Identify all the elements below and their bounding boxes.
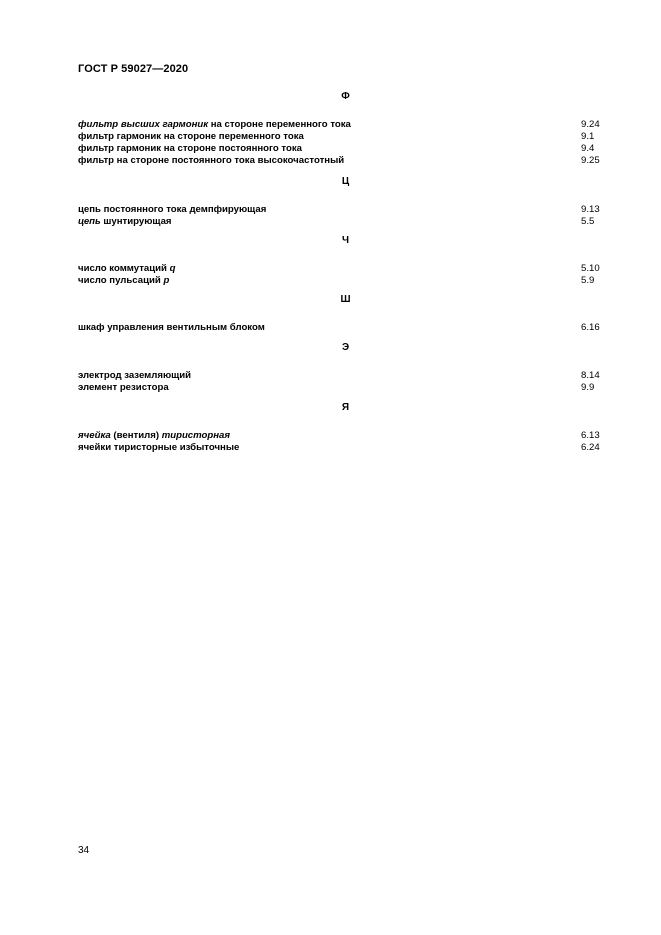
term-part: шкаф управления вентильным блоком <box>78 322 265 333</box>
index-section <box>78 294 603 334</box>
index-entry <box>78 322 603 334</box>
term-italic-part: q <box>169 263 176 274</box>
index-entry <box>78 430 603 442</box>
index-entry <box>78 382 603 394</box>
index-entry <box>78 119 603 131</box>
index-term <box>78 143 302 155</box>
index-term <box>78 263 176 275</box>
index-ref-number: 9.1 <box>581 131 595 142</box>
index-term <box>78 119 351 131</box>
index-ref-number: 5.5 <box>581 216 595 227</box>
term-part: число коммутаций <box>78 263 170 274</box>
index-entry <box>78 155 603 167</box>
index-entry <box>78 370 603 382</box>
term-italic-part: тиристорная <box>161 430 231 441</box>
index-ref-number: 9.25 <box>581 155 600 166</box>
index-ref-number: 6.16 <box>581 322 600 333</box>
index-term <box>78 430 230 442</box>
index-ref-number: 9.9 <box>581 382 595 393</box>
section-letter: Ш <box>340 294 351 305</box>
index-ref-number: 5.9 <box>581 275 595 286</box>
index-section <box>78 235 603 287</box>
index-term <box>78 131 304 143</box>
term-part: фильтр гармоник на стороне постоянного тока <box>78 143 302 154</box>
index-term <box>78 216 172 228</box>
section-letter: Ф <box>341 91 350 102</box>
page-number: 34 <box>78 845 90 856</box>
index-ref-number: 9.24 <box>581 119 600 130</box>
term-part: фильтр гармоник на стороне переменного тока <box>78 131 304 142</box>
index-ref-number: 9.4 <box>581 143 595 154</box>
term-part: (вентиля) <box>110 430 162 441</box>
term-part: на стороне переменного тока <box>208 119 351 130</box>
entry-list <box>78 119 603 167</box>
index-section <box>78 176 603 228</box>
index-entry <box>78 263 603 275</box>
term-part: число пульсаций <box>78 275 164 286</box>
index-entry <box>78 442 603 454</box>
term-part: ячейки тиристорные избыточные <box>78 442 240 453</box>
entry-list <box>78 322 603 334</box>
section-letter: Я <box>341 402 350 413</box>
index-ref-number: 6.13 <box>581 430 600 441</box>
entry-list <box>78 263 603 287</box>
index-ref-number: 5.10 <box>581 263 600 274</box>
index-term <box>78 370 191 382</box>
term-part: шунтирующая <box>100 216 172 227</box>
term-part: цепь постоянного тока демпфирующая <box>78 204 267 215</box>
entry-list <box>78 430 603 454</box>
section-letter: Э <box>341 342 350 353</box>
index-ref-number: 8.14 <box>581 370 600 381</box>
term-part: электрод заземляющий <box>78 370 192 381</box>
index-term <box>78 155 344 167</box>
index-term <box>78 204 266 216</box>
term-part: фильтр на стороне постоянного тока высокочастотный <box>78 155 345 166</box>
index-entry <box>78 131 603 143</box>
entry-list <box>78 204 603 228</box>
index-term <box>78 275 169 287</box>
entry-list <box>78 370 603 394</box>
index-entry <box>78 275 603 287</box>
section-letter: Ц <box>341 176 350 187</box>
index-term <box>78 382 169 394</box>
term-part: элемент резистора <box>78 382 169 393</box>
index-entry <box>78 143 603 155</box>
term-italic-part: ячейка <box>78 430 111 441</box>
document-header: ГОСТ Р 59027—2020 <box>78 63 189 75</box>
term-italic-part: p <box>163 275 170 286</box>
index-section <box>78 402 603 454</box>
term-italic-part: цепь <box>78 216 101 227</box>
section-letter: Ч <box>341 235 350 246</box>
index-section <box>78 91 603 167</box>
index-entry <box>78 216 603 228</box>
index-ref-number: 6.24 <box>581 442 600 453</box>
index-ref-number: 9.13 <box>581 204 600 215</box>
index-section <box>78 342 603 394</box>
index-entry <box>78 204 603 216</box>
index-term <box>78 442 239 454</box>
index-term <box>78 322 265 334</box>
term-italic-part: фильтр высших гармоник <box>78 119 209 130</box>
